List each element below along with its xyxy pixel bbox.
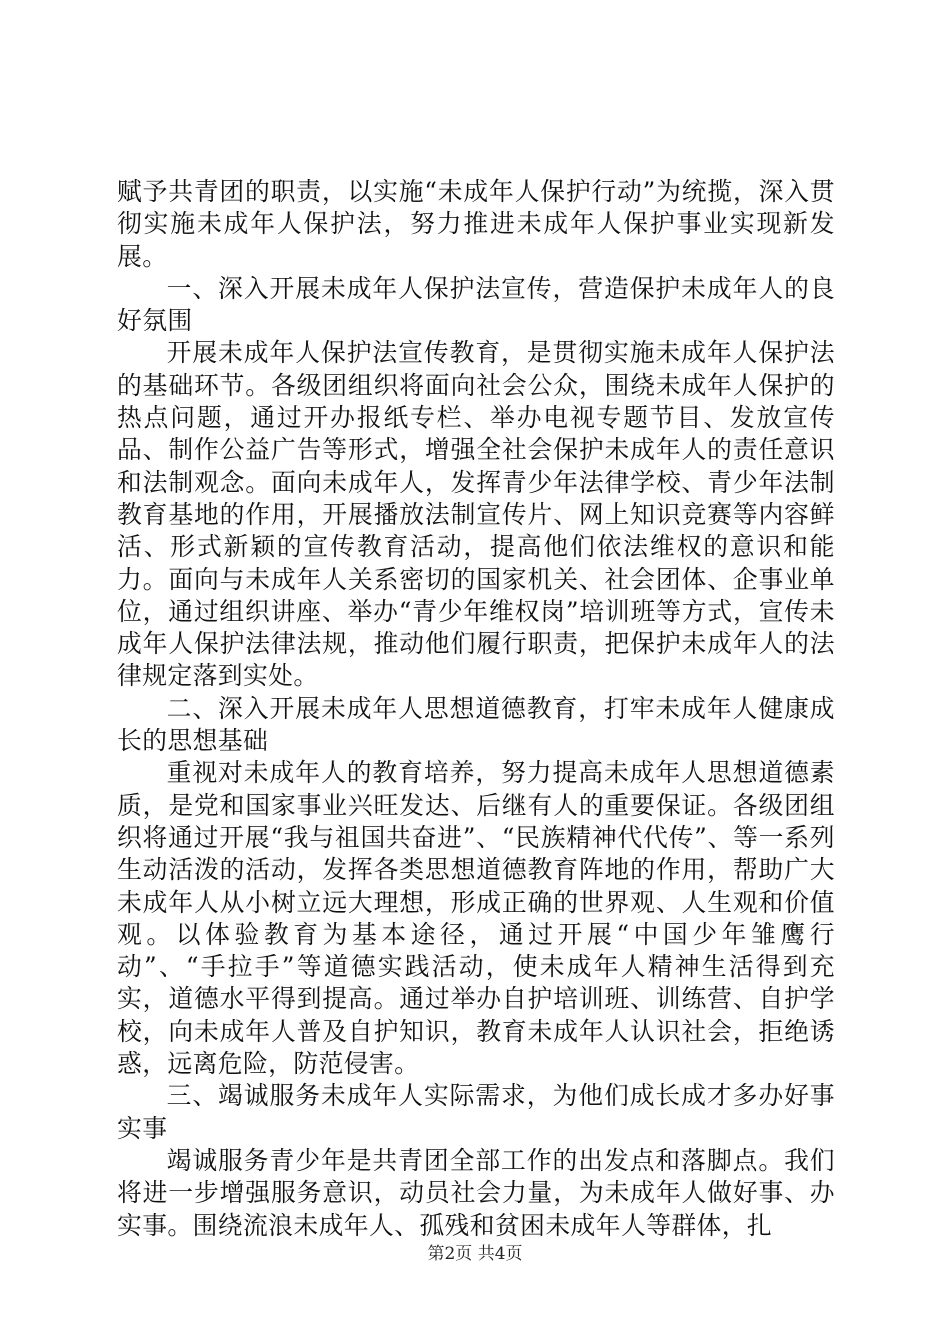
section-heading-3: 三、竭诚服务未成年人实际需求，为他们成长成才多办好事实事: [117, 1081, 835, 1143]
paragraph-section-1: 开展未成年人保护法宣传教育，是贯彻实施未成年人保护法的基础环节。各级团组织将面向社会公众，围绕未成年人保护的热点问题，通过开办报纸专栏、举办电视专题节目、发放宣传品、制作公益广告等形式，增强全社会保护未成年人的责任意识和法制观念。面向未成年人，发挥青少年法律学校、青少年法制教育基地的作用，开展播放法制宣传片、网上知识竞赛等内容鲜活、形式新颖的宣传教育活动，提高他们依法维权的意识和能力。面向与未成年人关系密切的国家机关、社会团体、企事业单位，通过组织讲座、举办“青少年维权岗”培训班等方式，宣传未成年人保护法律法规，推动他们履行职责，把保护未成年人的法律规定落到实处。: [117, 338, 835, 691]
paragraph-section-2: 重视对未成年人的教育培养，努力提高未成年人思想道德素质，是党和国家事业兴旺发达、后继有人的重要保证。各级团组织将通过开展“我与祖国共奋进”、“民族精神代代传”、等一系列生动活泼的活动，发挥各类思想道德教育阵地的作用，帮助广大未成年人从小树立远大理想，形成正确的世界观、人生观和价值观。以体验教育为基本途径，通过开展“中国少年雏鹰行动”、“手拉手”等道德实践活动，使未成年人精神生活得到充实，道德水平得到提高。通过举办自护培训班、训练营、自护学校，向未成年人普及自护知识，教育未成年人认识社会，拒绝诱惑，远离危险，防范侵害。: [117, 758, 835, 1079]
document-body: [117, 176, 835, 1242]
paragraph-continuation: 赋予共青团的职责，以实施“未成年人保护行动”为统揽，深入贯彻实施未成年人保护法，努力推进未成年人保护事业实现新发展。: [117, 177, 835, 271]
paragraph-section-3: 竭诚服务青少年是共青团全部工作的出发点和落脚点。我们将进一步增强服务意识，动员社会力量，为未成年人做好事、办实事。围绕流浪未成年人、孤残和贫困未成年人等群体，扎: [117, 1145, 835, 1240]
section-heading-1: 一、深入开展未成年人保护法宣传，营造保护未成年人的良好氛围: [117, 273, 835, 336]
section-heading-2: 二、深入开展未成年人思想道德教育，打牢未成年人健康成长的思想基础: [117, 693, 835, 756]
page-number-footer: 第2页 共4页: [427, 1244, 523, 1264]
